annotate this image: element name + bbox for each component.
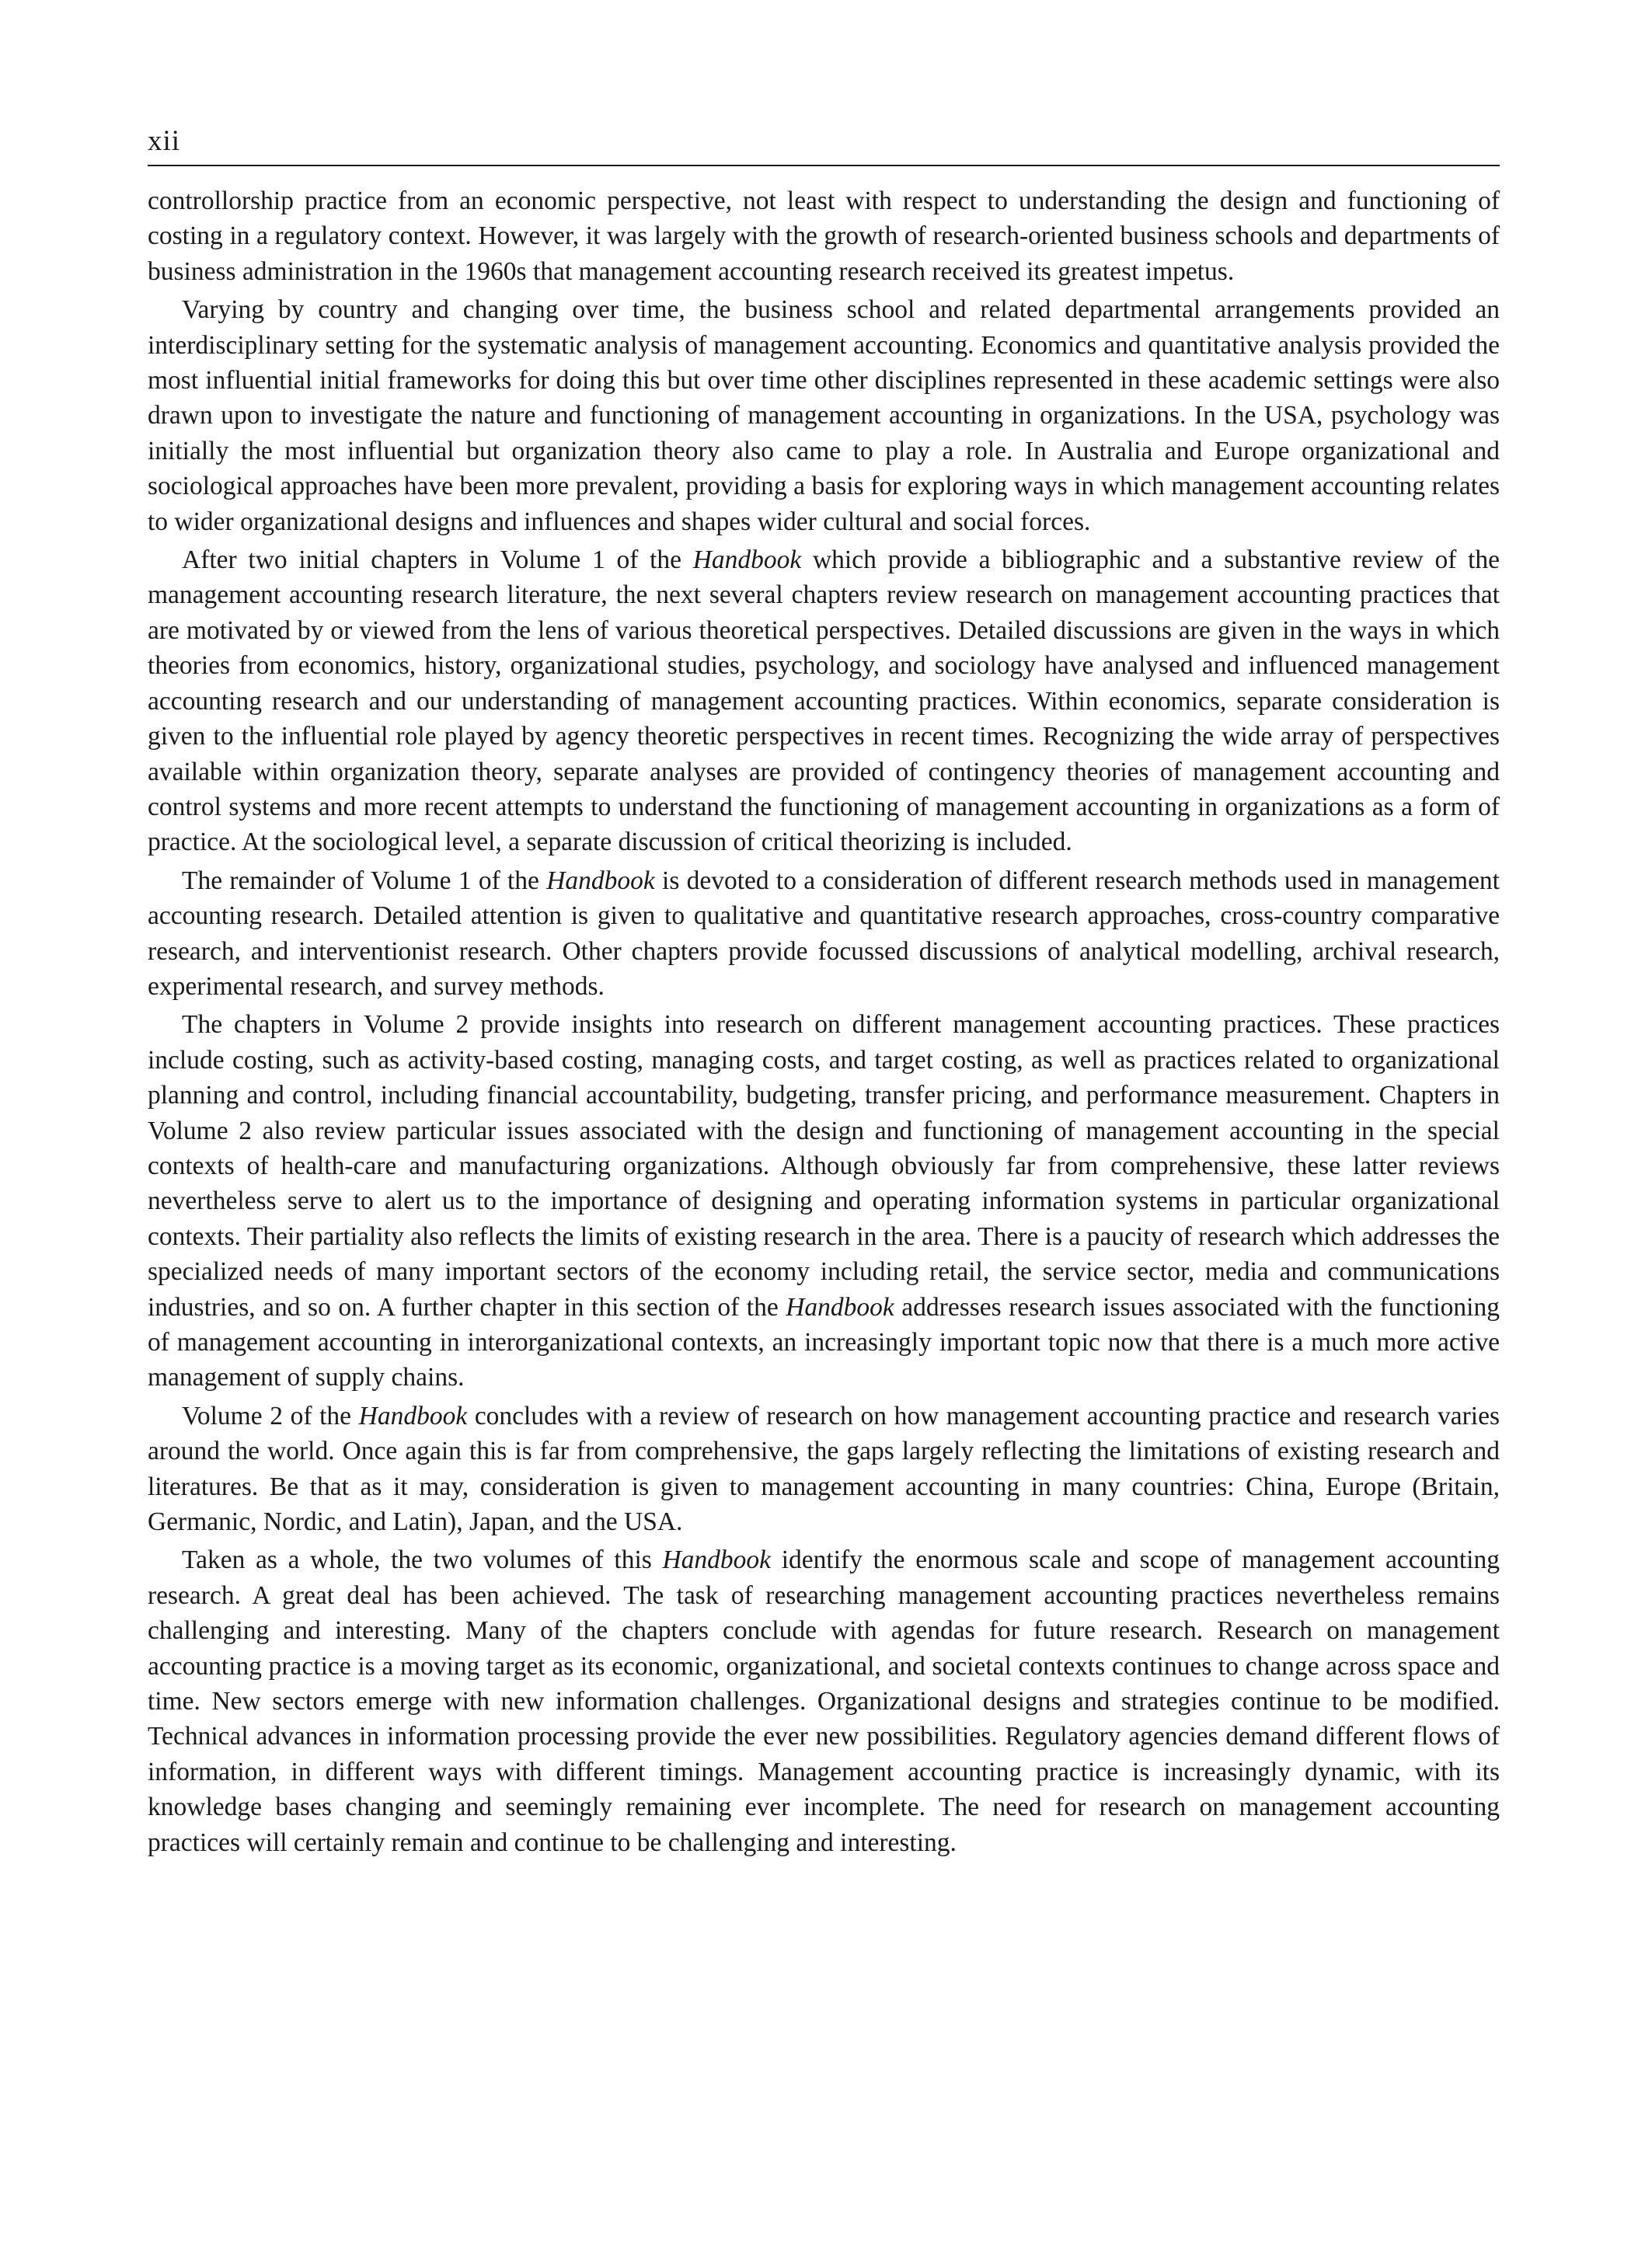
paragraph-text: The remainder of Volume 1 of the (182, 866, 547, 895)
paragraph-text: which provide a bibliographic and a substantive review of the management accounting research literature, the next several chapters review research on management accounting practices that are motivated by or viewed from the lens of various theoretical perspectives. Detailed discussions are given in the ways in which theories from economics, history, organizational studies, psychology, and sociology have analysed and influenced management accounting research and our understanding of management accounting practices. Within economics, separate consideration is given to the influential role played by agency theoretic perspectives in recent times. Recognizing the wide array of perspectives available within organization theory, separate analyses are provided of contingency theories of management accounting and control systems and more recent attempts to understand the functioning of management accounting in organizations as a form of practice. At the sociological level, a separate discussion of critical theorizing is included. (148, 545, 1500, 857)
page-number: xii (148, 125, 181, 157)
document-page (148, 0, 1500, 2258)
paragraph-1 (148, 183, 1500, 289)
paragraph-7 (148, 1542, 1500, 1860)
paragraph-text: After two initial chapters in Volume 1 of the (182, 545, 693, 575)
italic-title: Handbook (692, 545, 802, 575)
paragraph-text: addresses research issues associated with the functioning of management accounting in interorganizational contexts, an increasingly important topic now that there is a much more active management of supply chains. (148, 1292, 1500, 1392)
paragraph-text: The chapters in Volume 2 provide insights into research on different management accounting practices. These practices include costing, such as activity-based costing, managing costs, and target costing, as well as practices related to organizational planning and control, including financial accountability, budgeting, transfer pricing, and performance measurement. Chapters in Volume 2 also review particular issues associated with the design and functioning of management accounting in the special contexts of health-care and manufacturing organizations. Although obviously far from comprehensive, these latter reviews nevertheless serve to alert us to the importance of designing and operating information systems in particular organizational contexts. Their partiality also reflects the limits of existing research in the area. There is a paucity of research which addresses the specialized needs of many important sectors of the economy including retail, the service sector, media and communications industries, and so on. A further chapter in this section of the (148, 1010, 1500, 1322)
paragraph-text: controllorship practice from an economic perspective, not least with respect to understanding the design and functioning of costing in a regulatory context. However, it was largely with the growth of research-oriented business schools and departments of business administration in the 1960s that management accounting research received its greatest impetus. (148, 186, 1500, 286)
page-header (148, 117, 1500, 166)
paragraph-3 (148, 542, 1500, 860)
italic-title: Handbook (786, 1292, 894, 1322)
paragraph-5 (148, 1007, 1500, 1395)
paragraph-text: identify the enormous scale and scope of management accounting research. A great deal has been achieved. The task of researching management accounting practices nevertheless remains challenging and interesting. Many of the chapters conclude with agendas for future research. Research on management accounting practice is a moving target as its economic, organizational, and societal contexts continues to change across space and time. New sectors emerge with new information challenges. Organizational designs and strategies continue to be modified. Technical advances in information processing provide the ever new possibilities. Regulatory agencies demand different flows of information, in different ways with different timings. Management accounting practice is increasingly dynamic, with its knowledge bases changing and seemingly remaining ever incomplete. The need for research on management accounting practices will certainly remain and continue to be challenging and interesting. (148, 1545, 1500, 1857)
paragraph-text: is devoted to a consideration of different research methods used in management accounting research. Detailed attention is given to qualitative and quantitative research approaches, cross-country comparative research, and interventionist research. Other chapters provide focussed discussions of analytical modelling, archival research, experimental research, and survey methods. (148, 866, 1500, 1001)
italic-title: Handbook (358, 1401, 468, 1430)
paragraph-6 (148, 1399, 1500, 1540)
header-rule (148, 165, 1500, 166)
italic-title: Handbook (662, 1545, 772, 1575)
body-text (148, 183, 1500, 1860)
paragraph-text: Taken as a whole, the two volumes of this (182, 1545, 663, 1575)
paragraph-text: Volume 2 of the (182, 1401, 359, 1430)
italic-title: Handbook (546, 866, 655, 895)
paragraph-2 (148, 292, 1500, 539)
paragraph-text: concludes with a review of research on how management accounting practice and research varies around the world. Once again this is far from comprehensive, the gaps largely reflecting the limitations of existing research and literatures. Be that as it may, consideration is given to management accounting in many countries: China, Europe (Britain, Germanic, Nordic, and Latin), Japan, and the USA. (148, 1401, 1500, 1537)
paragraph-4 (148, 863, 1500, 1005)
paragraph-text: Varying by country and changing over time, the business school and related departmental arrangements provided an interdisciplinary setting for the systematic analysis of management accounting. Economics and quantitative analysis provided the most influential initial frameworks for doing this but over time other disciplines represented in these academic settings were also drawn upon to investigate the nature and functioning of management accounting in organizations. In the USA, psychology was initially the most influential but organization theory also came to play a role. In Australia and Europe organizational and sociological approaches have been more prevalent, providing a basis for exploring ways in which management accounting relates to wider organizational designs and influences and shapes wider cultural and social forces. (148, 295, 1500, 536)
